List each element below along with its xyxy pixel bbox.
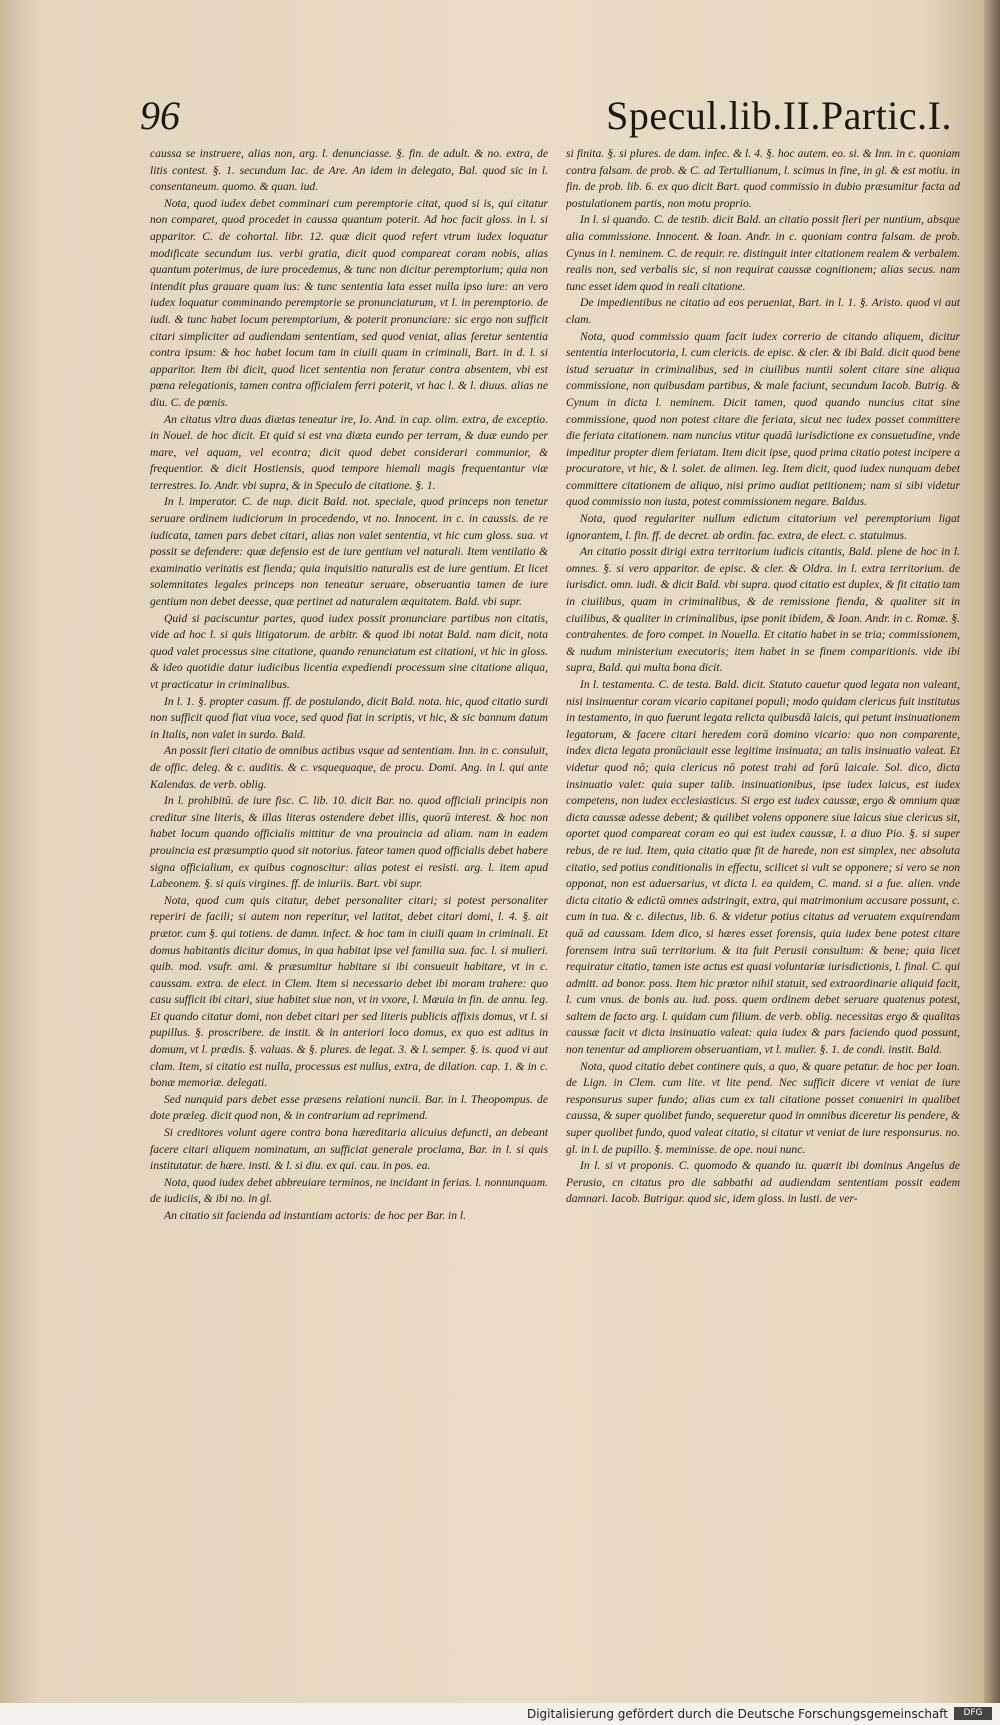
page-header xyxy=(140,92,970,144)
paragraph: An possit fieri citatio de omnibus actibus vsque ad sententiam. Inn. in c. consuluit, de offic. deleg. & c. auditis. & c. vsquequaque, de procu. Domi. Ang. in l. qui ante Kalendas. de verb. oblig. xyxy=(150,744,548,791)
paragraph: Quid si paciscuntur partes, quod iudex possit pronunciare partibus non citatis, vide ad hoc l. si quis litigatorum. de arbitr. & quod ibi notat Bald. nam dicit, nota quod valet processus sine citatione, quando renunciatum est citationi, vt hic in gloss. & ideo quotidie datur iudicibus licentia expediendi processum sine citatione aliqua, vt practicatur in criminalibus. xyxy=(150,611,548,691)
paragraph: Nota, quod iudex debet comminari cum peremptorie citat, quod si is, qui citatur non comparet, quod procedet in caussa quantum poterit. Ad hoc facit gloss. in l. si apparitor. C. de cohortal. libr. 12. quæ dicit quod refert vtrum iudex loquatur modificate secundum ius. verbi gratia, dicit quod compareat coram nobis, alias quantum poterimus, de iure procedemus, & tunc non dicitur peremptorium; quia non intendit plus grauare quam ius: & tunc sententia lata esset nulla ipso iure: an vero iudex loquatur comminando peremptorie se pronunciaturum, vt l. in peremptorio. de iudi. & tunc habet locum peremptorium, & poterit pronunciare: sic ergo non sufficit citari simpliciter ad audiendam sententiam, sed quod veniat, alias feretur sententia contra ipsum: & hoc habet locum tam in ciuili quam in criminali, Bart. in d. l. si apparitor. Item ibi dicit, quod licet sententia non feratur contra absentem, vbi est pœna relegationis, tamen contra officialem ferri poterit, vt hac l. & l. diuus. alias ne diu. C. de pœnis. xyxy=(150,196,548,409)
paragraph: Nota, quod iudex debet abbreuiare terminos, ne incidant in ferias. l. nonnunquam. de iudiciis, & ibi no. in gl. xyxy=(150,1175,548,1206)
paragraph: Nota, quod citatio debet continere quis, a quo, & quare petatur. de hoc per Ioan. de Lign. in Clem. cum lite. vt lite pend. Nec sufficit dicere vt veniat de iure responsurus super fundo; alias cum ex tali citatione posset conueniri in qualibet caussa, & super quolibet fundo, sequeretur quod in omnibus diceretur lis pendere, & super quolibet fundo, quod valeat citatio, si citatur vt veniat de iure responsurus. no. gl. in l. de pupillo. §. meminisse. de ope. noui nunc. xyxy=(566,1059,960,1156)
paragraph: In l. imperator. C. de nup. dicit Bald. not. speciale, quod princeps non tenetur seruare ordinem iudiciorum in procedendo, vt no. Innocent. in c. in caussis. de re iudicata, tamen pars debet citari, alias non valet sententia, vt hic cum gloss. sua. vt possit se defendere: quæ defensio est de iure gentium vel naturali. Item ventilatio & examinatio veritatis est fienda; quia inquisitio naturalis est de iure gentium. Et licet solemnitates legales princeps non teneatur seruare, obseruantia tamen de iure gentium non debet deesse, quæ pertinet ad naturalem æquitatem. Bald. vbi supr. xyxy=(150,495,548,609)
left-column xyxy=(150,146,548,1636)
paragraph: Nota, quod commissio quam facit iudex correrio de citando aliquem, dicitur sententia interlocutoria, l. cum clericis. de episc. & cler. & ibi Bald. dicit quod bene istud seruatur in criminalibus, sed in ciuilibus nuntii solent citare sine aliqua commissione, non quibusdam partibus, & male faciunt, secundum Iacob. Butrig. & Cynum in dicta l. neminem. Dicit tamen, quod quando nuncius citat sine commissione, quod non potest citare die feriata, sicut nec iudex posset committere die feriata citationem. nam nuncius vtitur quadā iurisdictione ex consuetudine, vnde impeditur propter diem feriatam. Item dicit ipse, quod prima citatio potest incipere a procuratore, vt hic, & l. solet. de alimen. leg. Item dicit, quod iudex nunquam debet committere citationem de aliquo, nisi primo audiat petitionem; nam si sibi videtur quod commissio non iusta, potest commissionem negare. Baldus. xyxy=(566,329,960,509)
digitization-footer xyxy=(0,1703,1000,1725)
paragraph: caussa se instruere, alias non, arg. l. denunciasse. §. fin. de adult. & no. extra, de litis contest. §. 1. secundum Iac. de Are. An idem in delegato, Bal. quod sic in l. consentaneum. quomo. & quan. iud. xyxy=(150,147,548,194)
paragraph: In l. 1. §. propter casum. ff. de postulando, dicit Bald. nota. hic, quod citatio surdi non sufficit quod fiat viua voce, sed quod fiat in scriptis, vt hic, & sic bannum datum in Italis, non valet in surdo. Bald. xyxy=(150,694,548,741)
paragraph: In l. si quando. C. de testib. dicit Bald. an citatio possit fieri per nuntium, absque alia commissione. Innocent. & Ioan. Andr. in c. quoniam contra falsam. de prob. Cynus in l. neminem. C. de requir. re. distinguit inter citationem realem & verbalem. realis non, sed verbalis sic, si non requirat caussæ cognitionem; alias secus. nam tunc esset idem quod in reali citatione. xyxy=(566,213,960,293)
paragraph: Si creditores volunt agere contra bona hæreditaria alicuius defuncti, an debeant facere citari aliquem nominatum, an sufficiat generale proclama, Bar. in l. si quis institutatur. de hære. insti. & l. si diu. ex qui. cau. in pos. ea. xyxy=(150,1126,548,1173)
page-edge xyxy=(984,0,1000,1725)
running-title: Specul.lib.II.Partic.I. xyxy=(606,93,952,138)
funding-credit: Digitalisierung gefördert durch die Deutsche Forschungsgemeinschaft xyxy=(526,1707,948,1721)
paragraph: In l. prohibitū. de iure fisc. C. lib. 10. dicit Bar. no. quod officiali principis non creditur sine literis, & illas literas ostendere debet illis, quorū interest. & hoc non habet locum quando officialis mittitur de vna prouincia ad aliam. nam in eadem prouincia est præsumptio quod sit notorius. fateor tamen quod officialis debet habere signa officialium, ex quibus cognoscitur: alias potest ei resisti. arg. l. item apud Labeonem. §. si quis virgines. ff. de iniuriis. Bart. vbi supr. xyxy=(150,794,548,891)
paragraph: An citatio possit dirigi extra territorium iudicis citantis, Bald. plene de hoc in l. omnes. §. si vero apparitor. de episc. & cler. & Oldra. in l. extra territorium. de iurisdict. omn. iudi. & dicit Bald. vbi supra. quod citatio est duplex, & fit citatio tam in ciuilibus, quam in criminalibus, & de remissione fienda, & qualiter sit in ciuilibus, & qualiter in criminalibus, ipse ponit ibidem, & Ioan. Andr. in c. Romæ. §. contrahentes. de foro compet. in Nouella. Et citatio habet in se tria; commissionem, & nudum ministerium executoris; item habet in se finem comparitionis. vide ibi supra, Bald. qui multa bona dicit. xyxy=(566,545,960,675)
paragraph: An citatus vltra duas diætas teneatur ire, Io. And. in cap. olim. extra, de exceptio. in Nouel. de hoc dicit. Et quid si est vna diæta eundo per terram, & duæ eundo per mare, vel aquam, vel econtra; dicit quod debet considerari communior, & frequentior. & dicit Hostiensis, quod tempore hiemali magis frequentantur viæ terrestres. Io. Andr. vbi supra, & in Speculo de citatione. §. 1. xyxy=(150,412,548,492)
right-column xyxy=(566,146,960,1636)
dfg-logo: DFG xyxy=(954,1707,992,1720)
paragraph: An citatio sit facienda ad instantiam actoris: de hoc per Bar. in l. xyxy=(164,1209,467,1222)
paragraph: In l. testamenta. C. de testa. Bald. dicit. Statuto cauetur quod legata non valeant, nisi insinuentur coram vicario capitanei populi; modo quidam clericus fuit institutus in testamento, in quo fuerunt legata relicta quibusdā laicis, qui petunt insinuationem legatorum, & facere citari heredem corā domino vicario: quo non comparente, index dicta legata pronūciauit esse legitime insinuata; an talis insinuatio valeat. Et videtur quod nō; quia clericus nō potest trahi ad forū laicale. Sol. dico, dicta insinuatio valet: quia super talib. insinuationibus, ipse iudex laicus, est iudex competens, non iudex ecclesiasticus. Si ergo est iudex caussæ, ergo & omnium quæ dicta caussæ adesse debent; & quilibet volens opponere siue laicus siue clericus sit, oportet quod compareat coram eo qui est iudex caussæ, l. a diuo Pio. §. si super rebus, de re iud. Item, quia citatio quæ fit de harede, non est simplex, nec absoluta citatio, sed potius conditionalis in effectu, scilicet si vult se opponere; si vero se non opponat, non est aduersarius, vt dicta l. ea quidem, C. mand. si a fue. alien. vnde dicta citatio & edictū omnes adstringit, extra, qui matrimonium accusare possunt, c. cum in tua. & c. dilectus, lib. 6. & videtur potius citatus ad veruatem exquirendam quā ad caussam. Idem dico, si hæres esset forensis, quia iudex bene potest citare forensem intra suū territorium. & ita fuit Perusii consultum: & bene; quia licet requiratur citatio, tamen iste actus est quasi voluntariæ iurisdictionis, l. final. C. qui admitt. ad bonor. poss. Item hic prætor nihil statuit, sed extraordinarie aliquid facit, l. cum vnus. de bonis au. iud. poss. quem ordinem debet seruare quatenus potest, saltem de facto arg. l. quidam cum filium. de verb. oblig. necessitas ergo & qualitas caussæ facit vt dicta insinuatio valeat: quia iudex & pars faciendo quod possunt, non tenentur ad ampliorem obseruantiam, vt l. mulier. §. 1. de condi. instit. Bald. xyxy=(566,678,960,1057)
paragraph: In l. si vt proponis. C. quomodo & quando iu. quærit ibi dominus Angelus de Perusio, cn citatus pro die sabbathi ad audiendam sententiam possit eadem damnari. Iacob. Butrigar. quod sic, idem gloss. in lusti. de ver- xyxy=(566,1159,960,1206)
paragraph: Nota, quod cum quis citatur, debet personaliter citari; si potest personaliter reperiri de facili; si autem non reperitur, vel latitat, debet citari domi, l. 4. §. ait prætor. cum §. qui totiens. de damn. infect. & hoc tam in ciuili quam in criminali. Et domus habitantis dicitur domus, in qua habitat ipse vel familia sua. fac. l. si mulieri. quib. mod. vsufr. ami. & præsumitur habitare si ibi consueuit habitare, vt in c. caussam. extra. de elect. in Clem. Item si necessario debet ibi moram trahere: quo casu sufficit ibi citari, siue habitet siue non, vt in vxore, l. Mæuia in fin. de annu. leg. Et quando citatur domi, non debet citari per sed literis publicis affixis domus, vt l. si pupillus. §. proscribere. de instit. & in anteriori loco domus, ex quo est aditus in domum, vt l. prædis. §. valuas. & §. plures. de legat. 3. & l. semper. §. is. quod vi aut clam. Item, si citatio est nulla, processus est nullus, extra, de dilation. cap. 1. & in c. bonæ memoriæ. delegati. xyxy=(150,893,548,1090)
folio-number: 96 xyxy=(140,93,180,138)
paragraph: si finita. §. si plures. de dam. infec. & l. 4. §. hoc autem. eo. si. & Inn. in c. quoniam contra falsam. de prob. & C. ad Tertullianum, l. scimus in fine, in gl. & est motiu. in fin. de prob. lib. 6. ex quo dicit Bart. quod commissio in dubio præsumitur facta ad postulationem partis, non motu proprio. xyxy=(566,147,960,210)
paragraph: Nota, quod regulariter nullum edictum citatorium vel peremptorium ligat ignorantem, l. fin. ff. de decret. ab ordin. fac. extra, de elect. c. statuimus. xyxy=(566,512,960,542)
paragraph: Sed nunquid pars debet esse præsens relationi nuncii. Bar. in l. Theopompus. de dote præleg. dicit quod non, & in contrarium ad reprimend. xyxy=(150,1092,548,1123)
paragraph: De impedientibus ne citatio ad eos perueniat, Bart. in l. 1. §. Aristo. quod vi aut clam. xyxy=(566,296,960,326)
